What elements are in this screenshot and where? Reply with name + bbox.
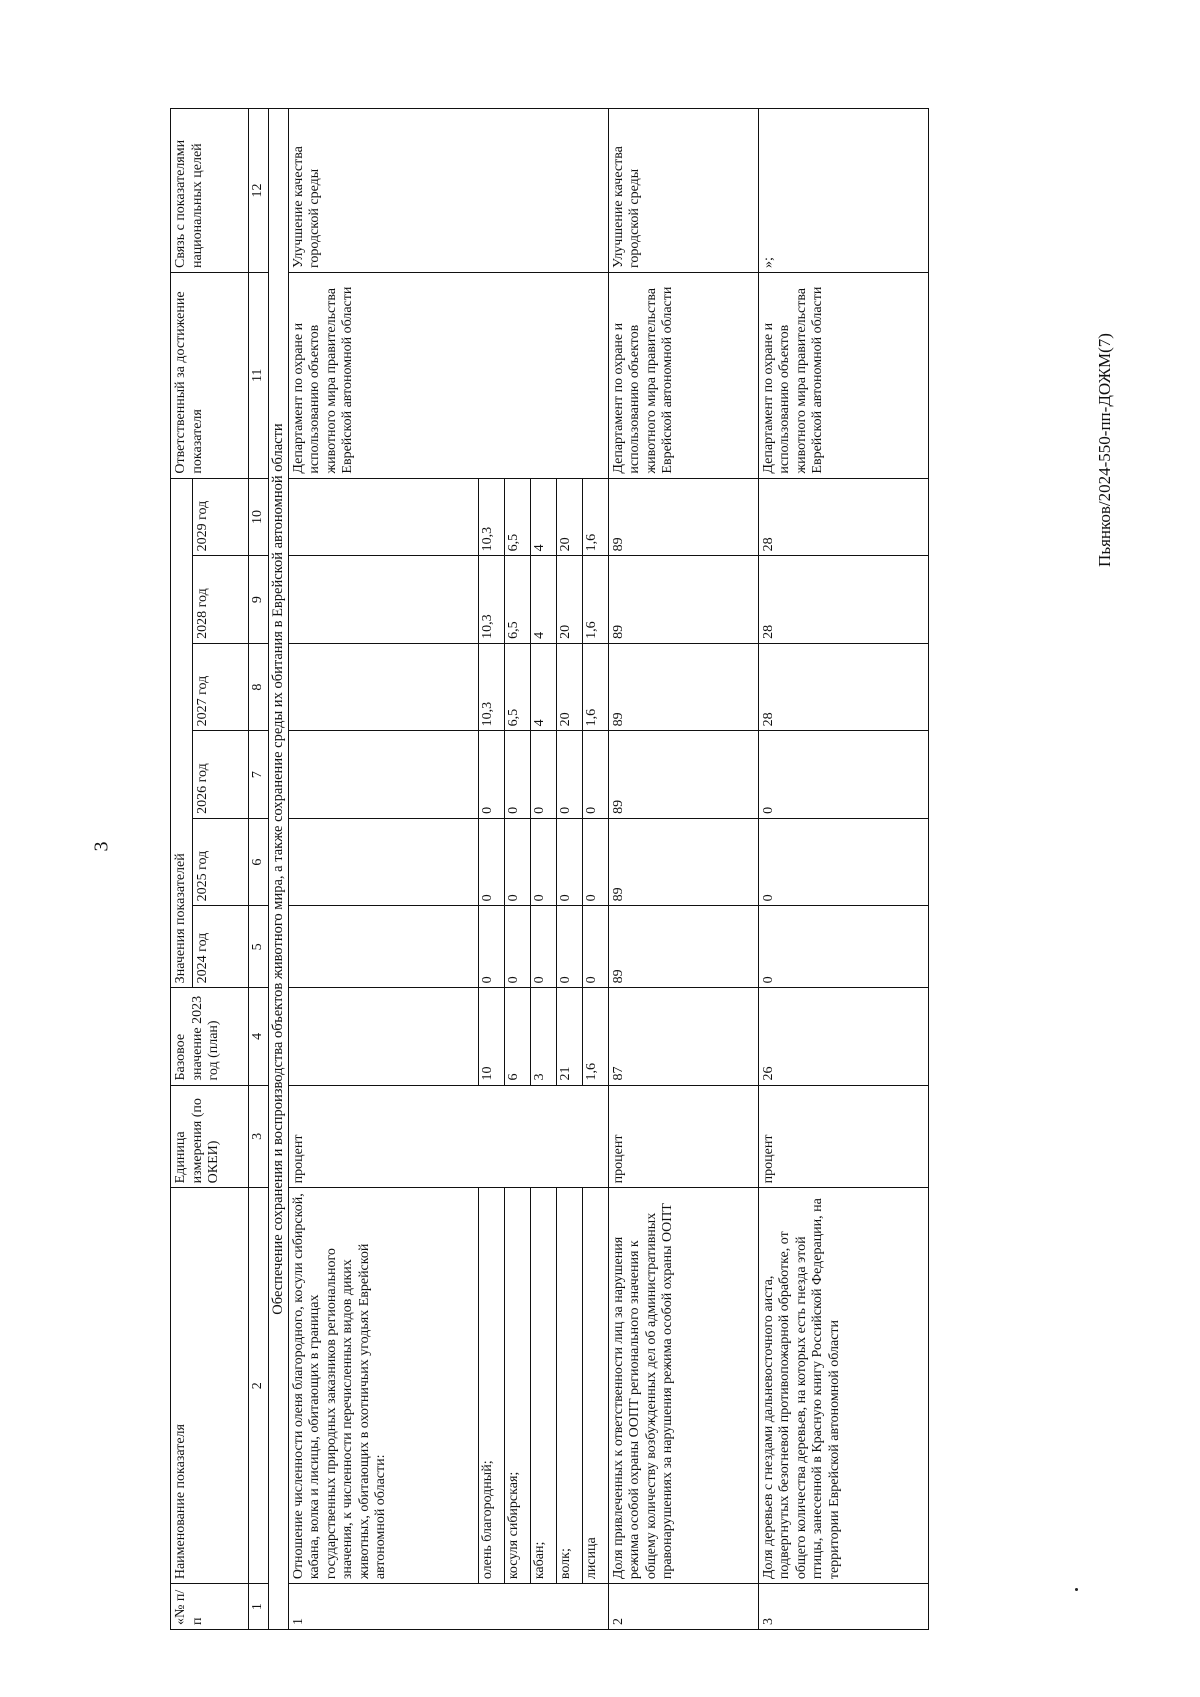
value-2027: 28 bbox=[758, 643, 928, 731]
value-2028: 6,5 bbox=[504, 556, 530, 644]
value-2029: 28 bbox=[758, 478, 928, 556]
value-2028: 4 bbox=[530, 556, 556, 644]
header-year-2029: 2029 год bbox=[193, 478, 249, 556]
header-unit: Единица измерения (по ОКЕИ) bbox=[171, 1085, 249, 1188]
national-goal: »; bbox=[758, 109, 928, 273]
section-title: Обеспечение сохранения и воспроизводства объектов животного мира, а также сохранение среды их обитания в Еврейской автономной области bbox=[268, 109, 288, 1630]
indicator-name: Доля деревьев с гнездами дальневосточного аиста, подвергнутых безогневой противопожарной обработке, от общего количества деревьев, на которых есть гнезда этой птицы, занесенной в Красную книгу Российской Федерации, на территории Еврейской автономной области bbox=[758, 1188, 928, 1584]
value-cell bbox=[288, 818, 478, 906]
value-2024: 0 bbox=[582, 906, 608, 988]
value-cell bbox=[288, 906, 478, 988]
value-2026: 0 bbox=[530, 731, 556, 819]
table-row bbox=[758, 109, 928, 1630]
indicator-unit: процент bbox=[608, 1085, 758, 1188]
value-2026: 89 bbox=[608, 731, 758, 819]
margin-dot bbox=[1075, 1588, 1078, 1591]
header-year-2027: 2027 год bbox=[193, 643, 249, 731]
species-name: косуля сибирская; bbox=[504, 1188, 530, 1584]
value-2024: 0 bbox=[504, 906, 530, 988]
col-number: 5 bbox=[249, 906, 269, 988]
rotated-table-container bbox=[170, 108, 1025, 1630]
base-value: 3 bbox=[530, 988, 556, 1085]
value-2026: 0 bbox=[582, 731, 608, 819]
value-2026: 0 bbox=[478, 731, 504, 819]
value-2029: 1,6 bbox=[582, 478, 608, 556]
value-2027: 89 bbox=[608, 643, 758, 731]
col-number: 10 bbox=[249, 478, 269, 556]
value-2025: 0 bbox=[504, 818, 530, 906]
indicator-unit: процент bbox=[288, 1085, 608, 1188]
value-cell bbox=[288, 478, 478, 556]
value-2025: 0 bbox=[758, 818, 928, 906]
col-number: 7 bbox=[249, 731, 269, 819]
value-2025: 0 bbox=[582, 818, 608, 906]
value-2027: 20 bbox=[556, 643, 582, 731]
header-goal: Связь с показателями национальных целей bbox=[171, 109, 249, 273]
base-value: 26 bbox=[758, 988, 928, 1085]
species-name: лисица bbox=[582, 1188, 608, 1584]
indicators-table bbox=[170, 108, 929, 1630]
base-value: 87 bbox=[608, 988, 758, 1085]
col-number: 9 bbox=[249, 556, 269, 644]
value-2028: 20 bbox=[556, 556, 582, 644]
value-2024: 89 bbox=[608, 906, 758, 988]
species-name: олень благородный; bbox=[478, 1188, 504, 1584]
indicator-unit: процент bbox=[758, 1085, 928, 1188]
col-number: 4 bbox=[249, 988, 269, 1085]
base-value bbox=[288, 988, 478, 1085]
row-number: 1 bbox=[288, 1584, 608, 1630]
value-2028: 89 bbox=[608, 556, 758, 644]
value-2024: 0 bbox=[478, 906, 504, 988]
header-num: «№ п/п bbox=[171, 1584, 249, 1630]
base-value: 6 bbox=[504, 988, 530, 1085]
indicator-name: Доля привлеченных к ответственности лиц за нарушения режима особой охраны ООПТ регионального значения к общему количеству возбужденных дел об административных правонарушениях за нарушения режима особой охраны ООПТ bbox=[608, 1188, 758, 1584]
value-2025: 0 bbox=[556, 818, 582, 906]
value-2027: 1,6 bbox=[582, 643, 608, 731]
row-number: 3 bbox=[758, 1584, 928, 1630]
national-goal: Улучшение качества городской среды bbox=[288, 109, 608, 273]
header-name: Наименование показателя bbox=[171, 1188, 249, 1584]
header-year-2024: 2024 год bbox=[193, 906, 249, 988]
col-number: 8 bbox=[249, 643, 269, 731]
col-number: 1 bbox=[249, 1584, 269, 1630]
value-2028: 10,3 bbox=[478, 556, 504, 644]
table-row bbox=[288, 109, 478, 1630]
base-value: 21 bbox=[556, 988, 582, 1085]
value-2027: 10,3 bbox=[478, 643, 504, 731]
header-responsible: Ответственный за достижение показателя bbox=[171, 273, 249, 479]
value-2024: 0 bbox=[556, 906, 582, 988]
value-2026: 0 bbox=[758, 731, 928, 819]
species-name: кабан; bbox=[530, 1188, 556, 1584]
col-number: 11 bbox=[249, 273, 269, 479]
value-2024: 0 bbox=[530, 906, 556, 988]
value-cell bbox=[288, 731, 478, 819]
base-value: 1,6 bbox=[582, 988, 608, 1085]
col-number: 6 bbox=[249, 818, 269, 906]
row-number: 2 bbox=[608, 1584, 758, 1630]
value-cell bbox=[288, 556, 478, 644]
value-2027: 4 bbox=[530, 643, 556, 731]
column-number-row bbox=[249, 109, 269, 1630]
col-number: 3 bbox=[249, 1085, 269, 1188]
value-2029: 6,5 bbox=[504, 478, 530, 556]
value-2029: 10,3 bbox=[478, 478, 504, 556]
col-number: 12 bbox=[249, 109, 269, 273]
responsible: Департамент по охране и использованию объектов животного мира правительства Еврейской автономной области bbox=[758, 273, 928, 479]
value-2029: 89 bbox=[608, 478, 758, 556]
value-2028: 28 bbox=[758, 556, 928, 644]
national-goal: Улучшение качества городской среды bbox=[608, 109, 758, 273]
value-2029: 20 bbox=[556, 478, 582, 556]
value-2026: 0 bbox=[504, 731, 530, 819]
responsible: Департамент по охране и использованию объектов животного мира правительства Еврейской автономной области bbox=[608, 273, 758, 479]
value-2029: 4 bbox=[530, 478, 556, 556]
value-2028: 1,6 bbox=[582, 556, 608, 644]
base-value: 10 bbox=[478, 988, 504, 1085]
value-2027: 6,5 bbox=[504, 643, 530, 731]
value-2024: 0 bbox=[758, 906, 928, 988]
value-2025: 0 bbox=[530, 818, 556, 906]
header-values-group: Значения показателей bbox=[171, 478, 193, 988]
header-base: Базовое значение 2023 год (план) bbox=[171, 988, 249, 1085]
col-number: 2 bbox=[249, 1188, 269, 1584]
header-year-2025: 2025 год bbox=[193, 818, 249, 906]
header-year-2026: 2026 год bbox=[193, 731, 249, 819]
responsible: Департамент по охране и использованию объектов животного мира правительства Еврейской автономной области bbox=[288, 273, 608, 479]
section-row bbox=[268, 109, 288, 1630]
value-2025: 89 bbox=[608, 818, 758, 906]
table-row bbox=[608, 109, 758, 1630]
species-name: волк; bbox=[556, 1188, 582, 1584]
header-year-2028: 2028 год bbox=[193, 556, 249, 644]
value-cell bbox=[288, 643, 478, 731]
value-2026: 0 bbox=[556, 731, 582, 819]
document-code: Пьянков/2024-550-пп-ДОЖМ(7) bbox=[1095, 333, 1114, 567]
value-2025: 0 bbox=[478, 818, 504, 906]
indicator-name: Отношение численности оленя благородного, косули сибирской, кабана, волка и лисицы, обитающих в границах государственных природных заказников регионального значения, к численности перечисленных видов диких животных, обитающих в охотничьих угодьях Еврейской автономной области: bbox=[288, 1188, 478, 1584]
page-number: 3 bbox=[90, 841, 113, 852]
